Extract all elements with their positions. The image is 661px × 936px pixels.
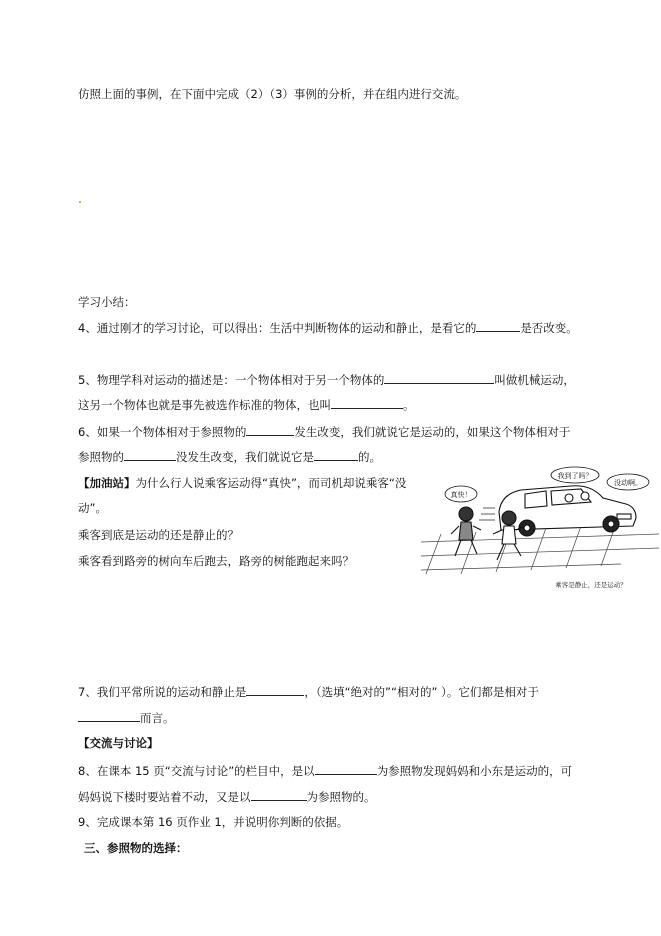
q6-text-c: 的。 — [358, 450, 381, 464]
intro-text: 仿照上面的事例，在下面中完成（2）（3）事例的分析，并在组内进行交流。 — [78, 87, 467, 101]
cartoon-caption: 乘客是静止，还是运动？ — [555, 581, 627, 589]
discussion-heading: 【交流与讨论】 — [78, 736, 159, 750]
bubble-left-text: 真快！ — [450, 491, 472, 499]
question-9: 9、完成课本第 16 页作业 1，并说明你判断的依据。 — [78, 815, 349, 829]
q5-text-line2-end: 。 — [403, 398, 415, 412]
station-line-2: 动”。 — [78, 501, 107, 515]
station-line-1 — [78, 475, 406, 491]
q7-blank-1[interactable] — [246, 683, 304, 696]
station-question: 为什么行人说乘客运动得“真快”，而司机却说乘客“没 — [135, 476, 407, 490]
summary-heading: 学习小结： — [78, 295, 136, 309]
q6-text-b: 没发生改变，我们就说它是 — [176, 450, 314, 464]
q8-text-line2: 妈妈说下楼时要站着不动，又是以 — [78, 790, 251, 804]
question-5-line-1 — [78, 371, 575, 388]
q6-blank-1[interactable] — [246, 423, 294, 436]
section-3-heading: 三、参照物的选择： — [84, 841, 188, 855]
car-passenger-cartoon — [421, 464, 659, 592]
q8-text-before: 8、在课本 15 页“交流与讨论”的栏目中，是以 — [78, 764, 315, 778]
q7-text-before: 7、我们平常所说的运动和静止是 — [78, 685, 247, 699]
q8-blank-2[interactable] — [251, 788, 307, 801]
q6-text-after: 发生改变，我们就说它是运动的，如果这个物体相对于 — [294, 425, 571, 439]
q7-text-after: ，（选填“绝对的”“相对的” ）。它们都是相对于 — [304, 685, 539, 699]
question-8-line-1 — [78, 762, 572, 779]
question-6-line-2 — [78, 448, 381, 465]
station-question-1: 乘客到底是运动的还是静止的？ — [78, 528, 239, 542]
station-tag: 【加油站】 — [78, 476, 136, 490]
q5-text-before: 5、物理学科对运动的描述是：一个物体相对于另一个物体的 — [78, 373, 385, 387]
q8-blank-1[interactable] — [315, 762, 377, 775]
question-7-line-2 — [78, 709, 175, 726]
question-6-line-1 — [78, 423, 570, 440]
q8-text-after: 为参照物发现妈妈和小东是运动的，可 — [376, 764, 573, 778]
bubble-top-text: 我到了吗？ — [557, 472, 593, 480]
q4-text-after: 是否改变。 — [520, 321, 578, 335]
q8-text-line2-end: 为参照物的。 — [306, 790, 376, 804]
question-4 — [78, 319, 578, 336]
q6-text-a: 参照物的 — [78, 450, 124, 464]
q7-text-end: 而言。 — [140, 711, 175, 725]
question-7-line-1 — [78, 683, 539, 700]
q5-blank-1[interactable] — [384, 371, 494, 384]
q4-blank[interactable] — [476, 319, 520, 332]
q7-blank-2[interactable] — [78, 709, 140, 722]
bubble-right-text: 没动啊。 — [614, 479, 642, 487]
q6-text-before: 6、如果一个物体相对于参照物的 — [78, 425, 247, 439]
q5-text-after: 叫做机械运动， — [494, 373, 575, 387]
q6-blank-2[interactable] — [124, 448, 176, 461]
q4-text-before: 4、通过刚才的学习讨论，可以得出：生活中判断物体的运动和静止，是看它的 — [78, 321, 477, 335]
station-question-2: 乘客看到路旁的树向车后跑去，路旁的树能跑起来吗？ — [78, 554, 354, 568]
q6-blank-3[interactable] — [314, 448, 358, 461]
question-5-line-2 — [78, 396, 415, 413]
q5-blank-2[interactable] — [331, 396, 403, 409]
question-8-line-2 — [78, 788, 376, 805]
decor-dot — [79, 201, 81, 203]
q5-text-line2: 这另一个物体也就是事先被选作标准的物体，也叫 — [78, 398, 331, 412]
